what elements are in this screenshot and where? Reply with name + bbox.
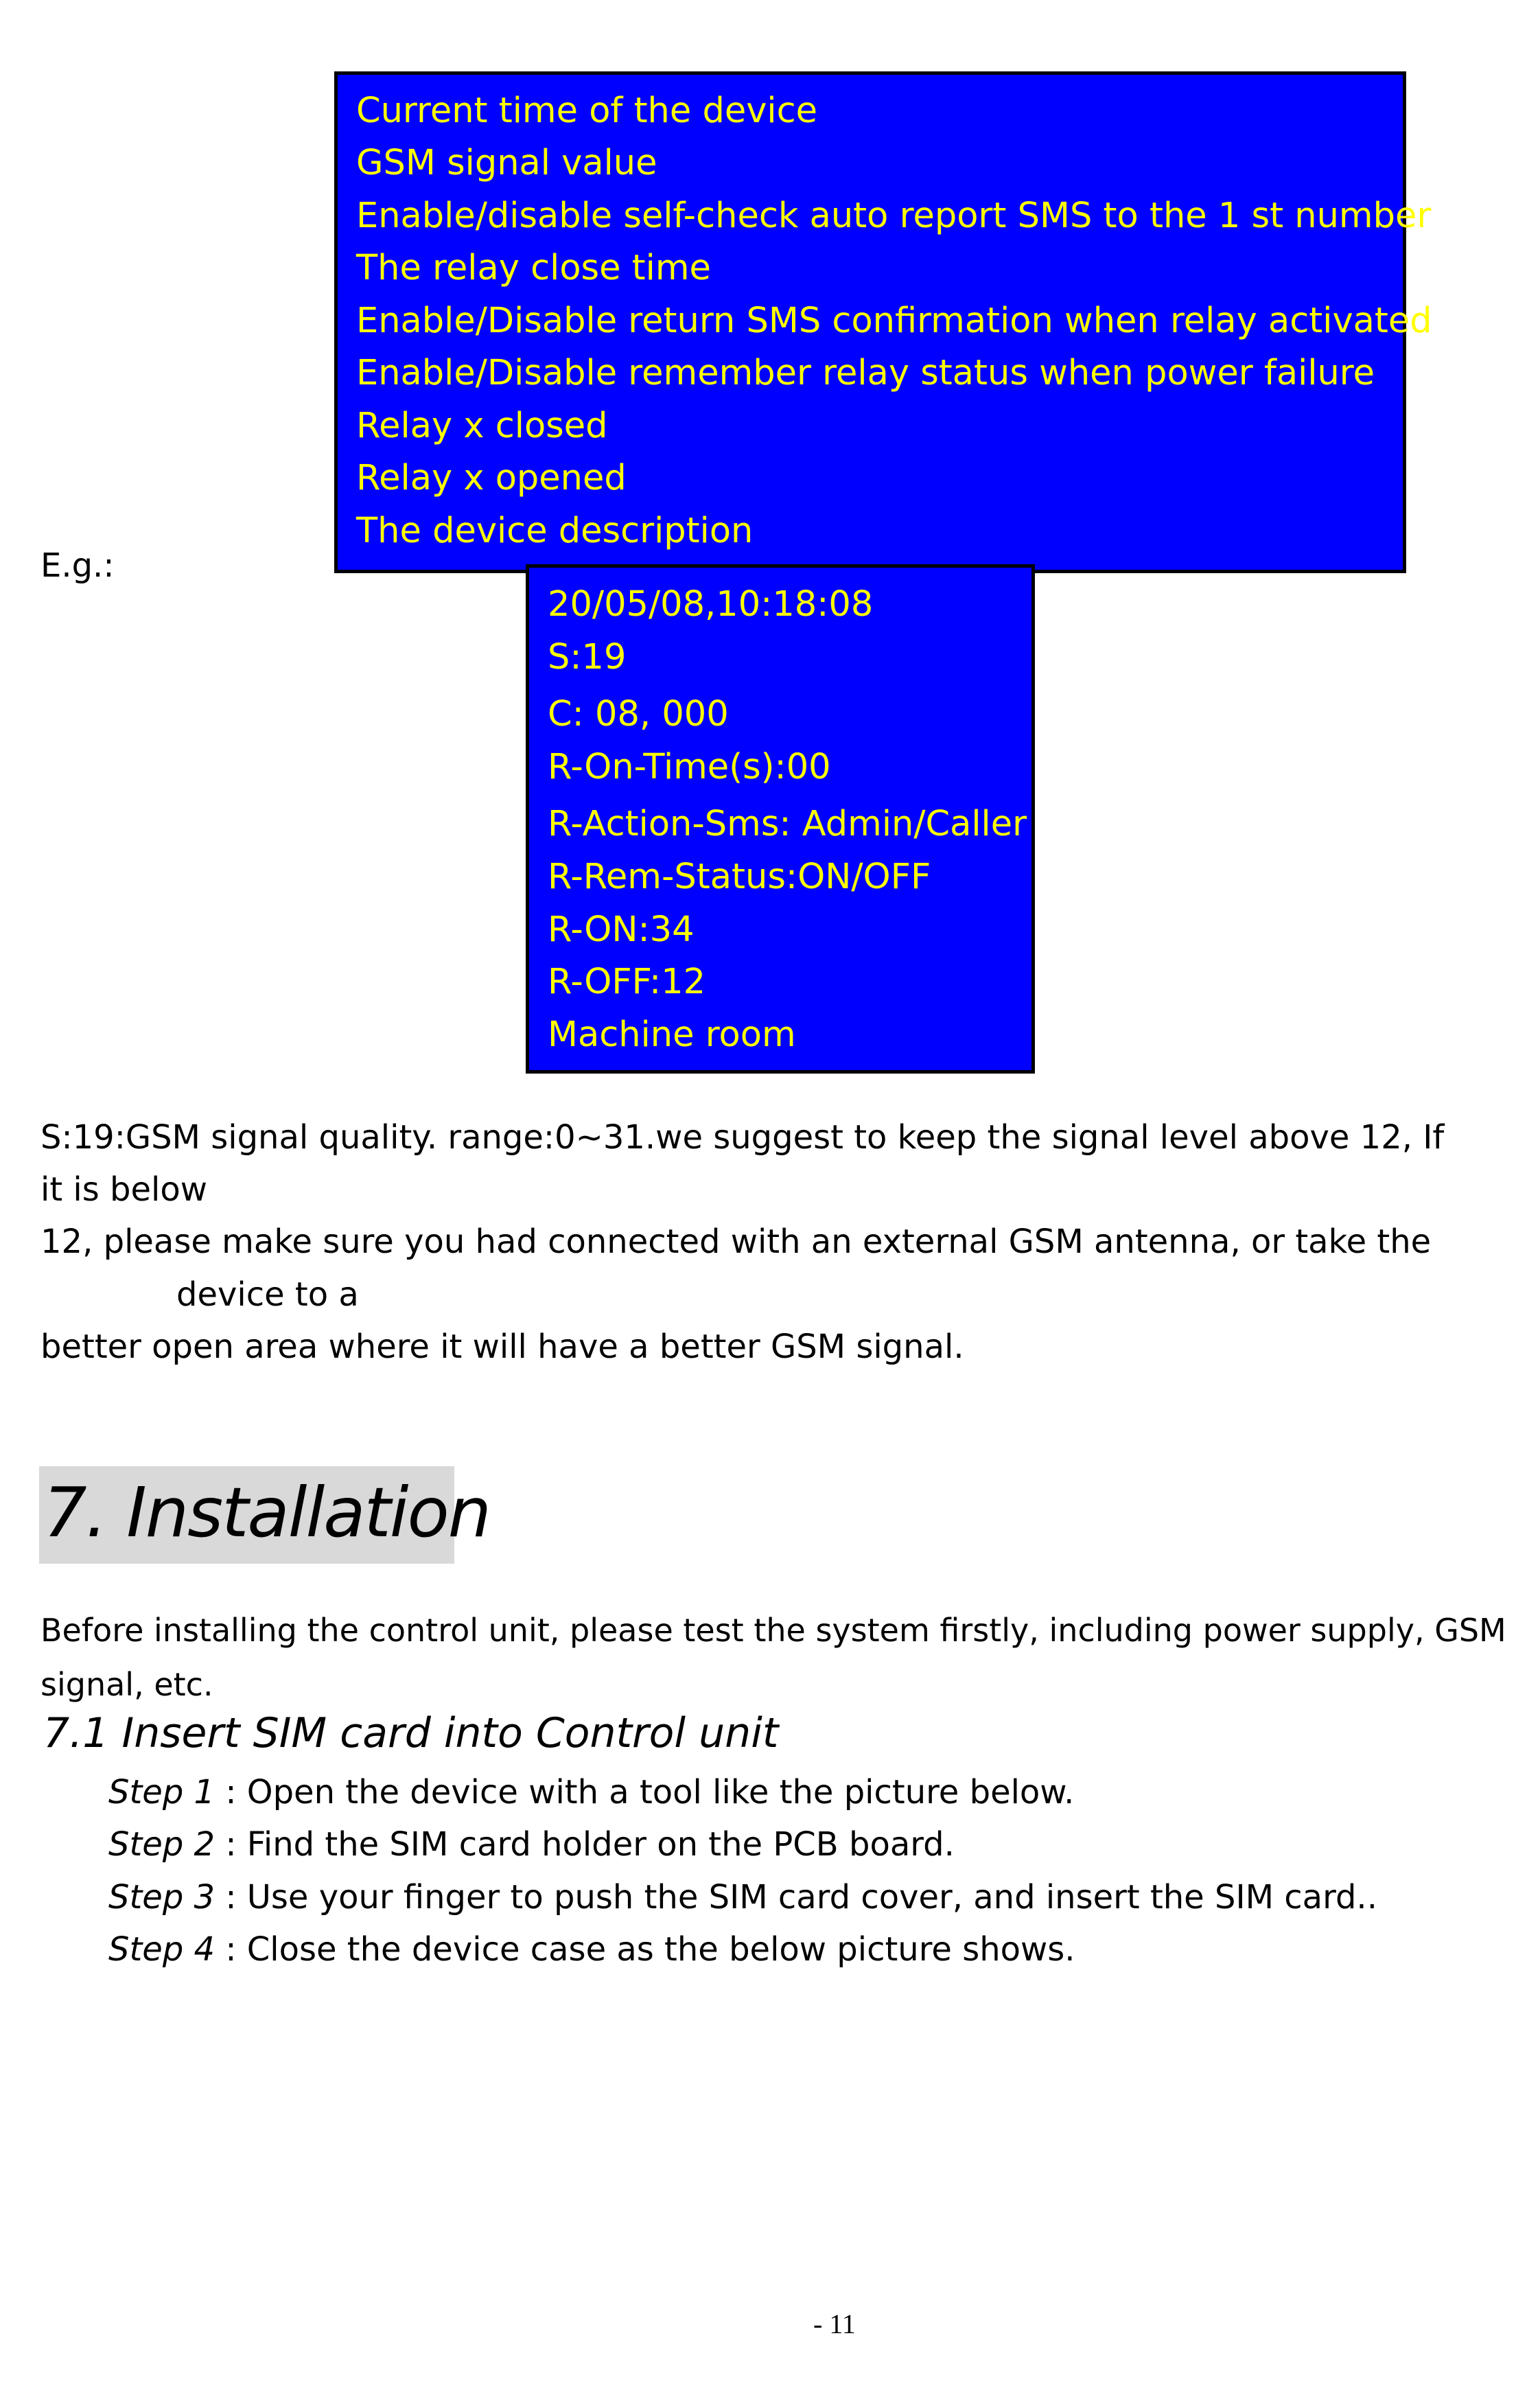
sms-reply-example-box [526, 564, 1035, 1074]
intro-line: Before installing the control unit, please test the system firstly, including power supply, GSM [40, 1612, 1506, 1649]
step-item [108, 1930, 1075, 1969]
signal-note-line: S:19:GSM signal quality. range:0~31.we suggest to keep the signal level above 12, If [40, 1118, 1445, 1157]
signal-note-line: better open area where it will have a better GSM signal. [40, 1328, 964, 1366]
step-label: Step 2 [108, 1825, 215, 1864]
step-item [108, 1825, 955, 1864]
description-line: Enable/disable self-check auto report SMS to the 1 st number [356, 196, 1432, 236]
description-line: GSM signal value [356, 143, 657, 183]
intro-line: signal, etc. [40, 1666, 213, 1703]
description-line: The device description [356, 511, 754, 551]
step-text: : Use your finger to push the SIM card cover, and insert the SIM card.. [215, 1878, 1377, 1917]
field-description-box [334, 71, 1432, 573]
example-label: E.g.: [40, 546, 115, 585]
reply-line: R-Rem-Status:ON/OFF [548, 857, 931, 897]
step-label: Step 3 [108, 1878, 215, 1917]
description-line: Relay x closed [356, 406, 608, 446]
step-item [108, 1878, 1377, 1917]
signal-note-line: it is below [40, 1170, 207, 1209]
reply-line: R-Action-Sms: Admin/Caller [548, 804, 1027, 844]
step-text: : Open the device with a tool like the picture below. [215, 1773, 1075, 1811]
reply-line: R-OFF:12 [548, 962, 706, 1002]
section-heading: 7. Installation [43, 1472, 491, 1553]
signal-note-line: device to a [176, 1275, 359, 1314]
reply-line: R-ON:34 [548, 910, 695, 950]
description-line: The relay close time [356, 248, 711, 288]
reply-line: R-On-Time(s):00 [548, 747, 831, 787]
reply-line: C: 08, 000 [548, 694, 729, 734]
reply-line: S:19 [548, 637, 627, 678]
subsection-heading: 7.1 Insert SIM card into Control unit [43, 1709, 779, 1757]
signal-note-line: 12, please make sure you had connected with an external GSM antenna, or take the [40, 1223, 1432, 1261]
step-label: Step 4 [108, 1930, 215, 1969]
description-line: Current time of the device [356, 91, 817, 131]
step-label: Step 1 [108, 1773, 215, 1811]
reply-line: Machine room [548, 1015, 796, 1055]
description-line: Enable/Disable remember relay status when power failure [356, 353, 1375, 393]
description-line: Relay x opened [356, 458, 627, 498]
step-text: : Close the device case as the below picture shows. [215, 1930, 1075, 1969]
step-item [108, 1773, 1075, 1811]
description-line: Enable/Disable return SMS confirmation when relay activated [356, 301, 1432, 341]
step-text: : Find the SIM card holder on the PCB board. [215, 1825, 955, 1864]
reply-line: 20/05/08,10:18:08 [548, 584, 874, 625]
page-number: - 11 [813, 2308, 856, 2339]
